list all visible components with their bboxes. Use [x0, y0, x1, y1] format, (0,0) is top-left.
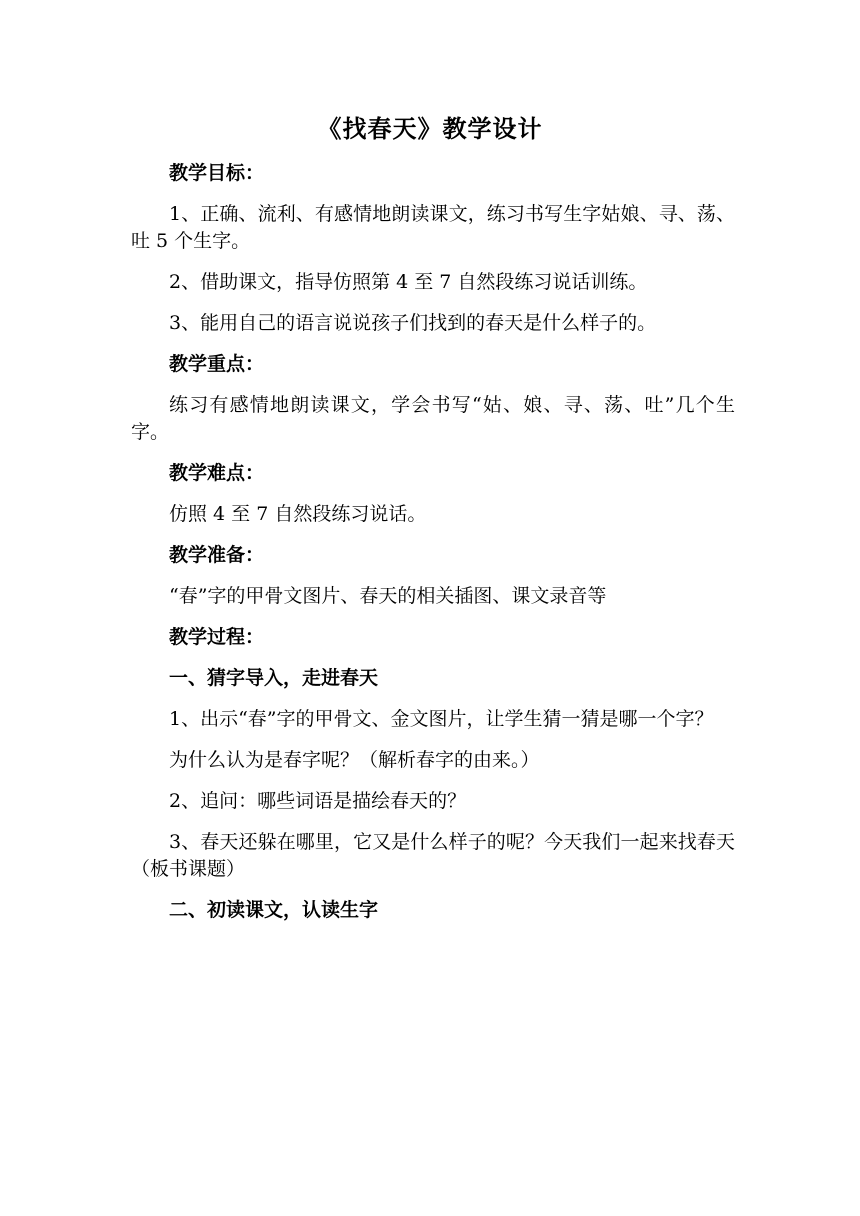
- section-heading-preparation: 教学准备：: [169, 544, 265, 566]
- step-2-heading: 二、初读课文，认读生字: [169, 899, 379, 921]
- step-1-item-3: 3、春天还躲在哪里，它又是什么样子的呢？今天我们一起来找春天（板书课题）: [131, 831, 735, 880]
- objective-1: 1、正确、流利、有感情地朗读课文，练习书写生字姑娘、寻、荡、吐 5 个生字。: [131, 203, 735, 252]
- document-body: [131, 160, 735, 938]
- section-heading-process: 教学过程：: [169, 626, 265, 648]
- section-heading-objectives: 教学目标：: [169, 162, 265, 184]
- document-title: 《找春天》教学设计: [317, 114, 543, 143]
- step-1-item-2: 2、追问：哪些词语是描绘春天的？: [169, 790, 467, 812]
- key-points-text: 练习有感情地朗读课文，学会书写“姑、娘、寻、荡、吐”几个生字。: [131, 394, 735, 443]
- step-1-heading: 一、猜字导入，走进春天: [169, 667, 379, 689]
- section-heading-key-points: 教学重点：: [169, 353, 265, 375]
- step-1-followup: 为什么认为是春字呢？（解析春字的由来。）: [169, 749, 540, 771]
- difficulties-text: 仿照 4 至 7 自然段练习说话。: [169, 503, 427, 525]
- section-heading-difficulties: 教学难点：: [169, 462, 265, 484]
- objective-3: 3、能用自己的语言说说孩子们找到的春天是什么样子的。: [169, 312, 657, 334]
- objective-2: 2、借助课文，指导仿照第 4 至 7 自然段练习说话训练。: [169, 271, 648, 293]
- preparation-text: “春”字的甲骨文图片、春天的相关插图、课文录音等: [169, 585, 607, 607]
- step-1-item-1: 1、出示“春”字的甲骨文、金文图片，让学生猜一猜是哪一个字？: [169, 708, 714, 730]
